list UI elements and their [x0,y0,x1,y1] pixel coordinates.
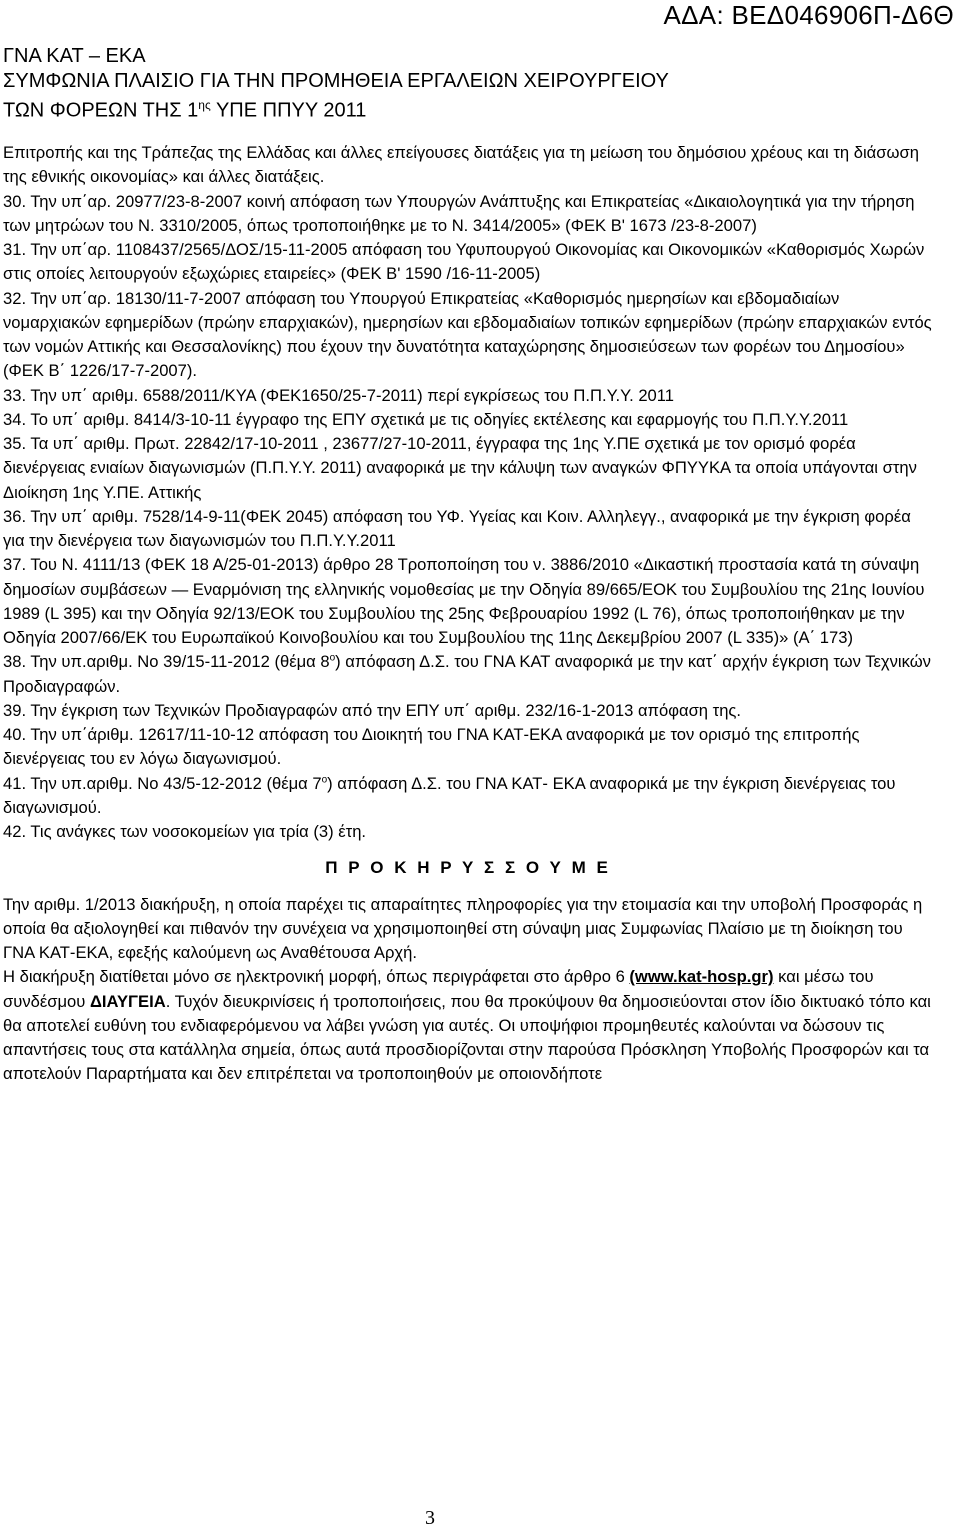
paragraph-declaration-2 [3,965,933,1086]
header-line-3-post: ΥΠΕ ΠΠΥΥ 2011 [210,99,367,122]
paragraph-34: 34. Το υπ΄ αριθμ. 8414/3-10-11 έγγραφο της ΕΠΥ σχετικά με τις οδηγίες εκτέλεσης και εφαρμογής του Π.Π.Υ.Υ.2011 [3,409,849,429]
paragraph-intro: Επιτροπής και της Τράπεζας της Ελλάδας και άλλες επείγουσες διατάξεις για τη μείωση του δημόσιου χρέους και τη διάσωση της εθνικής οικονομίας» και άλλες διατάξεις. [3,143,919,187]
website-link[interactable]: (www.kat-hosp.gr) [629,967,774,987]
document-body [3,141,933,1087]
document-header [3,44,943,123]
diavgeia-label: ΔΙΑΥΓΕΙΑ [89,991,166,1011]
paragraph-32: 32. Την υπ΄αρ. 18130/11-7-2007 απόφαση του Υπουργού Επικρατείας «Καθορισμός ημερησίων και εβδομαδιαίων νομαρχιακών εφημερίδων (πρώην επαρχιακών), ημερησίων και εβδομαδιαίων τοπικών εφημερίδων (πρώην επαρχιακών εντός των νομών Αττικής και Θεσσαλονίκης) που έχουν την δυνατότητα καταχώρησης δημοσιεύσεων των φορέων του Δημοσίου» (ΦΕΚ Β΄ 1226/17-7-2007). [3,288,932,381]
paragraph-38 [3,650,933,699]
header-line-3 [3,93,943,123]
section-heading: Π Ρ Ο Κ Η Ρ Υ Σ Σ Ο Υ Μ Ε [325,858,611,878]
paragraph-41-sup: ο [321,773,328,785]
paragraph-42: 42. Τις ανάγκες των νοσοκομείων για τρία (3) έτη. [3,822,367,841]
paragraph-33: 33. Την υπ΄ αριθμ. 6588/2011/ΚΥΑ (ΦΕΚ1650/25-7-2011) περί εγκρίσεως του Π.Π.Υ.Υ. 2011 [3,385,675,405]
paragraph-38-post: ) απόφαση Δ.Σ. του ΓΝΑ ΚΑΤ αναφορικά με την κατ΄ αρχήν έγκριση των Τεχνικών Προδιαγραφών. [3,652,931,696]
paragraph-35: 35. Τα υπ΄ αριθμ. Πρωτ. 22842/17-10-2011 , 23677/27-10-2011, έγγραφα της 1ης Υ.ΠΕ σχετικά με τον ορισμό φορέα διενέργειας ενιαίων διαγωνισμών (Π.Π.Υ.Υ. 2011) αναφορικά με την κάλυψη των αναγκών ΦΠΥΥΚΑ τα οποία υπάγονται στην Διοίκηση 1ης Υ.ΠΕ. Αττικής [3,434,917,502]
page-number: 3 [425,1507,435,1529]
paragraph-37: 37. Του Ν. 4111/13 (ΦΕΚ 18 Α/25-01-2013) άρθρο 28 Τροποποίηση του ν. 3886/2010 «Δικαστική προστασία κατά τη σύναψη δημοσίων συμβάσεων — Εναρμόνιση της ελληνικής νομοθεσίας με την Οδηγία 89/665/ΕΟΚ του Συμβουλίου της 21ης Ιουνίου 1989 (L 395) και την Οδηγία 92/13/ΕΟΚ του Συμβουλίου της 25ης Φεβρουαρίου 1992 (L 76), όπως τροποποιήθηκαν με την Οδηγία 2007/66/ΕΚ του Ευρωπαϊκού Κοινοβουλίου και του Συμβουλίου της 11ης Δεκεμβρίου 2007 (L 335)» (Α΄ 173) [3,555,925,647]
paragraph-41 [3,772,933,821]
paragraph-40: 40. Την υπ΄άριθμ. 12617/11-10-12 απόφαση του Διοικητή του ΓΝΑ ΚΑΤ-ΕΚΑ αναφορικά με τον ορισμό της επιτροπής διενέργειας του εν λόγω διαγωνισμού. [3,725,860,769]
header-line-1: ΓΝΑ ΚΑΤ – ΕΚΑ [3,45,146,67]
ada-code: ΑΔΑ: ΒΕΔ046906Π-Δ6Θ [663,0,954,30]
header-line-2: ΣΥΜΦΩΝΙΑ ΠΛΑΙΣΙΟ ΓΙΑ ΤΗΝ ΠΡΟΜΗΘΕΙΑ ΕΡΓΑΛΕΙΩΝ ΧΕΙΡΟΥΡΓΕΙΟΥ [3,69,669,92]
paragraph-41-post: ) απόφαση Δ.Σ. του ΓΝΑ ΚΑΤ- ΕΚΑ αναφορικά με την έγκριση διενέργειας του διαγωνισμού. [3,773,896,817]
declaration-2-mid: και μέσω του συνδέσμου [3,967,874,1011]
header-line-3-pre: ΤΩΝ ΦΟΡΕΩΝ ΤΗΣ 1 [3,99,199,122]
paragraph-39: 39. Την έγκριση των Τεχνικών Προδιαγραφών από την ΕΠΥ υπ΄ αριθμ. 232/16-1-2013 απόφαση της. [3,700,742,720]
header-line-3-sup: ης [198,98,211,112]
paragraph-38-pre: 38. Την υπ.αριθμ. Νο 39/15-11-2012 (θέμα 8 [3,652,330,672]
paragraph-36: 36. Την υπ΄ αριθμ. 7528/14-9-11(ΦΕΚ 2045) απόφαση του ΥΦ. Υγείας και Κοιν. Αλληλεγγ., αναφορικά με την έγκριση φορέα για την διενέργεια των διαγωνισμών του Π.Π.Υ.Υ.2011 [3,506,911,550]
paragraph-declaration-1: Την αριθμ. 1/2013 διακήρυξη, η οποία παρέχει τις απαραίτητες πληροφορίες για την ετοιμασία και την υποβολή Προσφοράς η οποία θα αξιολογηθεί και πιθανόν την συνέχεια να χρησιμοποιηθεί στη σύναψη μιας Συμφωνίας Πλαίσιο με τη διοίκηση του ΓΝΑ ΚΑΤ-ΕΚΑ, εφεξής καλούμενη ως Αναθέτουσα Αρχή. [3,894,923,962]
paragraph-31: 31. Την υπ΄αρ. 1108437/2565/ΔΟΣ/15-11-2005 απόφαση του Υφυπουργού Οικονομίας και Οικονομικών «Καθορισμός Χωρών στις οποίες λειτουργούν εξωχώριες εταιρείες» (ΦΕΚ Β' 1590 /16-11-2005) [3,240,925,284]
paragraph-41-pre: 41. Την υπ.αριθμ. Νο 43/5-12-2012 (θέμα 7 [3,773,322,793]
paragraph-30: 30. Την υπ΄αρ. 20977/23-8-2007 κοινή απόφαση των Υπουργών Ανάπτυξης και Επικρατείας «Δικαιολογητικά για την τήρηση των μητρώων του Ν. 3310/2005, όπως τροποποιήθηκε με το Ν. 3414/2005» (ΦΕΚ Β' 1673 /23-8-2007) [3,191,915,235]
paragraph-38-sup: ο [329,652,336,664]
declaration-2-pre: Η διακήρυξη διατίθεται μόνο σε ηλεκτρονική μορφή, όπως περιγράφεται στο άρθρο 6 [3,967,630,987]
declaration-2-post: . Τυχόν διευκρινίσεις ή τροποποιήσεις, που θα προκύψουν θα δημοσιεύονται στον ίδιο δικτυακό τόπο και θα αποτελεί ευθύνη του ενδιαφερόμενου να λάβει γνώση για αυτές. Οι υποψήφιοι προμηθευτές καλούνται να δώσουν τις απαντήσεις τους στα κατάλληλα σημεία, όπως αυτά προσδιορίζονται στην παρούσα Πρόσκληση Υποβολής Προσφορών και τα αποτελούν Παραρτήματα και δεν επιτρέπεται να τροποποιηθούν με οποιονδήποτε [3,991,931,1084]
